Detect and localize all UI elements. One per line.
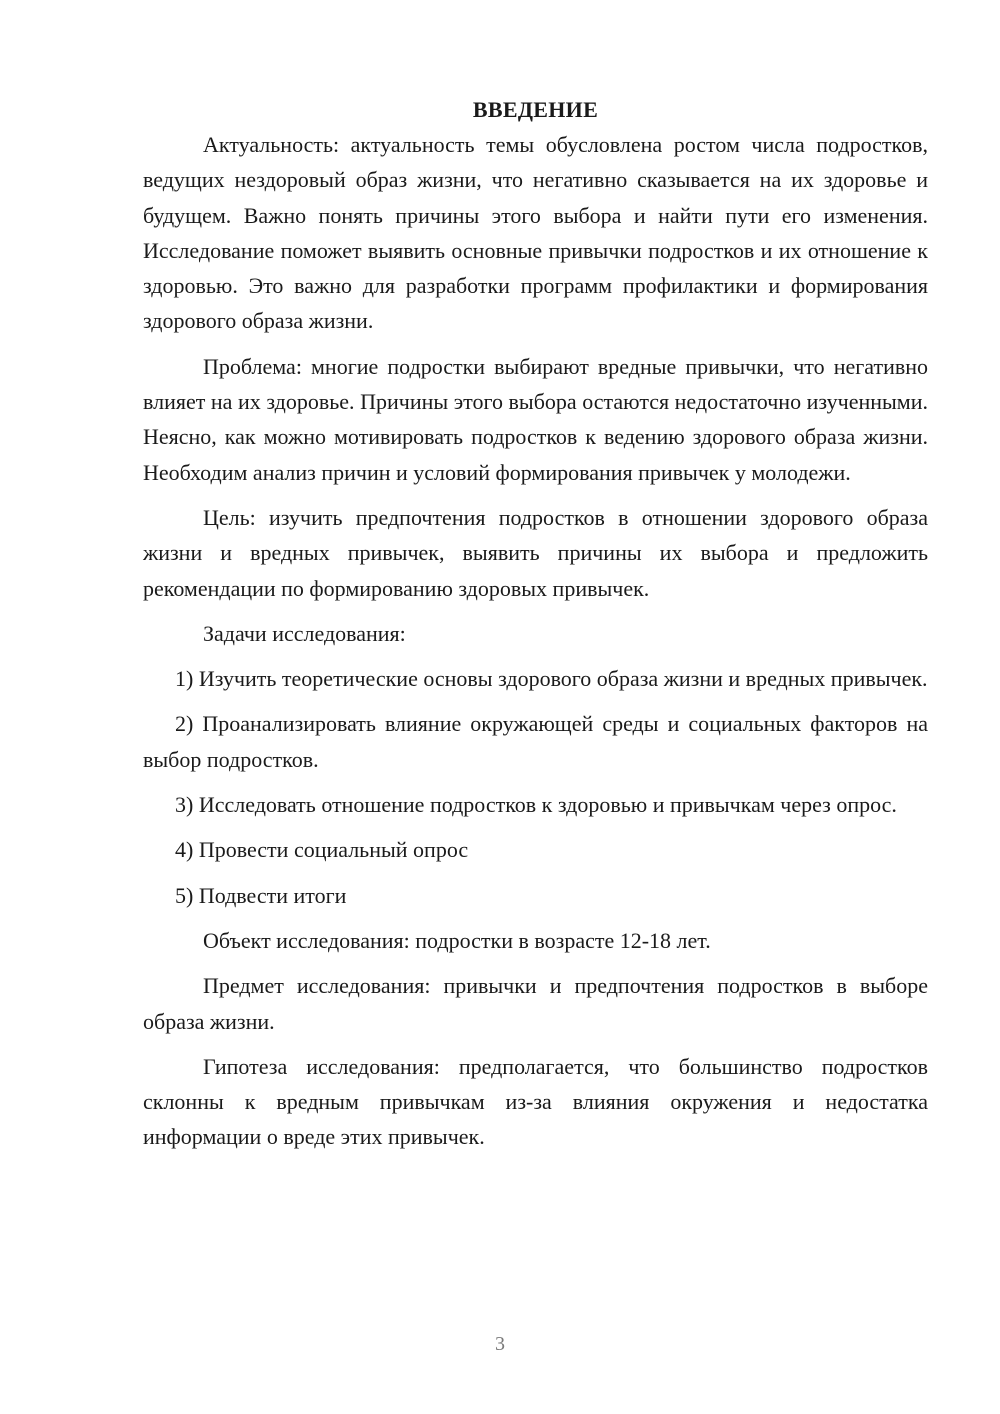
page-number: 3	[495, 1333, 505, 1355]
goal-paragraph: Цель: изучить предпочтения подростков в отношении здорового образа жизни и вредных привычек, выявить причины их выбора и предложить рекомендации по формированию здоровых привычек.	[143, 504, 928, 601]
task-item-4: 4) Провести социальный опрос	[175, 837, 469, 863]
section-heading: ВВЕДЕНИЕ	[472, 97, 599, 122]
relevance-paragraph: Актуальность: актуальность темы обусловлена ростом числа подростков, ведущих нездоровый образ жизни, что негативно сказывается на их здоровье и будущем. Важно понять причины этого выбора и найти пути его изменения. Исследование поможет выявить основные привычки подростков и их отношение к здоровью. Это важно для разработки программ профилактики и формирования здорового образа жизни.	[143, 132, 928, 334]
document-page	[143, 92, 928, 1165]
hypothesis-paragraph: Гипотеза исследования: предполагается, что большинство подростков склонны к вредным привычкам из-за влияния окружения и недостатка информации о вреде этих привычек.	[143, 1053, 928, 1150]
object-paragraph: Объект исследования: подростки в возрасте 12-18 лет.	[203, 927, 711, 953]
task-item-2: 2) Проанализировать влияние окружающей среды и социальных факторов на выбор подростков.	[143, 711, 928, 772]
task-item-5: 5) Подвести итоги	[175, 882, 347, 908]
tasks-heading: Задачи исследования:	[203, 620, 406, 646]
subject-paragraph: Предмет исследования: привычки и предпочтения подростков в выборе образа жизни.	[143, 973, 928, 1034]
task-item-1: 1) Изучить теоретические основы здорового образа жизни и вредных привычек.	[175, 666, 928, 692]
task-item-3: 3) Исследовать отношение подростков к здоровью и привычкам через опрос.	[175, 792, 897, 818]
problem-paragraph: Проблема: многие подростки выбирают вредные привычки, что негативно влияет на их здоровье. Причины этого выбора остаются недостаточно изученными. Неясно, как можно мотивировать подростков к ведению здорового образа жизни. Необходим анализ причин и условий формирования привычек у молодежи.	[143, 353, 928, 485]
